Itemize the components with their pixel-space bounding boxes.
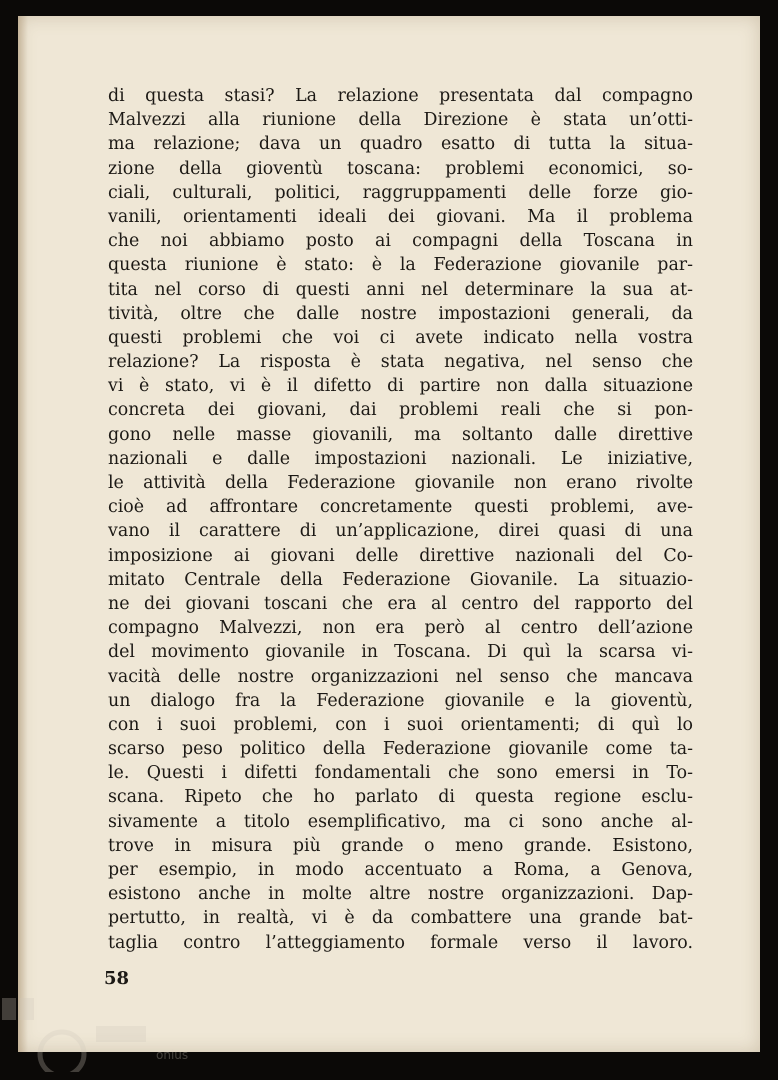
body-text bbox=[108, 84, 693, 955]
watermark-label: onlus bbox=[156, 1048, 189, 1062]
text-line: del movimento giovanile in Toscana. Di quì la scarsa vi- bbox=[108, 642, 693, 663]
text-line: gono nelle masse giovanili, ma soltanto dalle direttive bbox=[108, 424, 693, 445]
text-line: concreta dei giovani, dai problemi reali che si pon- bbox=[108, 400, 693, 421]
text-line: ma relazione; dava un quadro esatto di tutta la situa- bbox=[108, 134, 693, 155]
text-line: sivamente a titolo esemplificativo, ma ci sono anche al- bbox=[108, 811, 693, 832]
text-line: vano il carattere di un’applicazione, direi quasi di una bbox=[108, 521, 693, 542]
text-line: taglia contro l’atteggiamento formale verso il lavoro. bbox=[108, 932, 693, 953]
text-line: tita nel corso di questi anni nel determinare la sua at- bbox=[108, 279, 693, 300]
text-line: vi è stato, vi è il difetto di partire non dalla situazione bbox=[108, 376, 693, 397]
text-line: questa riunione è stato: è la Federazione giovanile par- bbox=[108, 255, 693, 276]
text-line: con i suoi problemi, con i suoi orientamenti; di quì lo bbox=[108, 714, 693, 735]
text-line: le attività della Federazione giovanile non erano rivolte bbox=[108, 473, 693, 493]
text-line: vacità delle nostre organizzazioni nel senso che mancava bbox=[108, 666, 693, 687]
text-line: che noi abbiamo posto ai compagni della Toscana in bbox=[108, 231, 693, 252]
watermark bbox=[0, 992, 220, 1072]
text-line: per esempio, in modo accentuato a Roma, a Genova, bbox=[108, 860, 693, 880]
text-line: esistono anche in molte altre nostre organizzazioni. Dap- bbox=[108, 884, 693, 905]
text-line: relazione? La risposta è stata negativa, nel senso che bbox=[108, 352, 693, 373]
text-line: questi problemi che voi ci avete indicato nella vostra bbox=[108, 327, 693, 348]
text-line: vanili, orientamenti ideali dei giovani. Ma il problema bbox=[108, 206, 693, 227]
book-page bbox=[18, 16, 760, 1052]
text-line: pertutto, in realtà, vi è da combattere una grande bat- bbox=[108, 908, 693, 929]
text-line: zione della gioventù toscana: problemi economici, so- bbox=[108, 158, 693, 179]
text-line: tività, oltre che dalle nostre impostazioni generali, da bbox=[108, 303, 693, 324]
text-line: compagno Malvezzi, non era però al centro dell’azione bbox=[108, 618, 693, 639]
foundation-logo-icon bbox=[0, 992, 150, 1072]
page-number: 58 bbox=[104, 968, 130, 989]
text-line: scana. Ripeto che ho parlato di questa regione esclu- bbox=[108, 787, 693, 808]
text-line: trove in misura più grande o meno grande. Esistono, bbox=[108, 835, 693, 856]
text-line: mitato Centrale della Federazione Giovanile. La situazio- bbox=[108, 569, 693, 590]
text-line: Malvezzi alla riunione della Direzione è stata un’otti- bbox=[108, 110, 693, 131]
text-line: le. Questi i difetti fondamentali che sono emersi in To- bbox=[108, 763, 693, 784]
text-line: ne dei giovani toscani che era al centro del rapporto del bbox=[108, 593, 693, 614]
text-line: scarso peso politico della Federazione giovanile come ta- bbox=[108, 739, 693, 760]
text-line: cioè ad affrontare concretamente questi problemi, ave- bbox=[108, 497, 693, 518]
text-line: ciali, culturali, politici, raggruppamenti delle forze gio- bbox=[108, 182, 693, 203]
text-line: imposizione ai giovani delle direttive nazionali del Co- bbox=[108, 545, 693, 566]
text-line: un dialogo fra la Federazione giovanile e la gioventù, bbox=[108, 690, 693, 711]
text-line: di questa stasi? La relazione presentata dal compagno bbox=[108, 86, 693, 106]
text-line: nazionali e dalle impostazioni nazionali. Le iniziative, bbox=[108, 448, 693, 469]
